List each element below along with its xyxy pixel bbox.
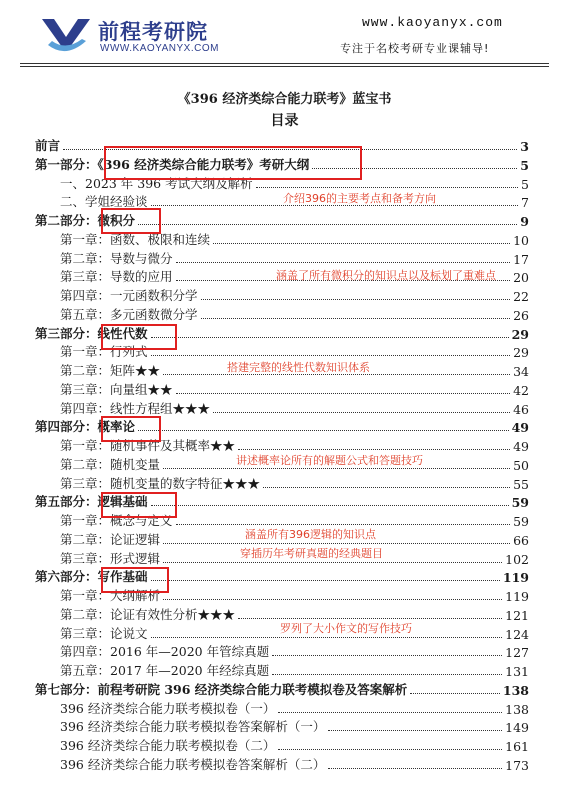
toc-page-number: 121 xyxy=(505,607,529,623)
toc-entry-title: 第一章：函数、极限和连续 xyxy=(60,231,211,247)
toc-leader-dots xyxy=(201,318,511,319)
annotation-note: 搭建完整的线性代数知识体系 xyxy=(227,361,370,374)
toc-leader-dots xyxy=(278,749,502,750)
toc-chapter-row[interactable] xyxy=(60,286,529,304)
highlight-box xyxy=(101,324,177,350)
toc-chapter-row[interactable] xyxy=(60,642,529,660)
highlight-box xyxy=(101,416,161,442)
toc-entry-title: 第四章：一元函数积分学 xyxy=(60,288,198,303)
toc-leader-dots xyxy=(151,355,511,356)
toc-page-number: 3 xyxy=(520,139,529,154)
toc-page-number: 149 xyxy=(505,720,529,736)
toc-entry-title: 第一章：大纲解析 xyxy=(60,588,161,603)
annotation-note: 涵盖了所有微积分的知识点以及标划了重难点 xyxy=(276,269,496,282)
toc-chapter-row[interactable] xyxy=(60,755,529,773)
toc-entry-title: 第二章：矩阵★★ xyxy=(60,363,161,378)
toc-page-number: 49 xyxy=(511,420,529,436)
toc-page-number: 59 xyxy=(513,514,529,529)
toc-leader-dots xyxy=(138,224,517,225)
toc-leader-dots xyxy=(151,580,500,581)
toc-page-number: 5 xyxy=(521,176,529,192)
toc-leader-dots xyxy=(238,449,510,450)
toc-page-number: 138 xyxy=(502,682,529,698)
toc-entry-title: 第一章：行列式 xyxy=(60,344,148,360)
toc-entry-title: 第一章：概念与定义 xyxy=(60,513,173,528)
toc-entry-title: 第五章：多元函数微分学 xyxy=(60,306,198,322)
toc-entry-title: 第三章：导数的应用 xyxy=(60,269,173,285)
toc-entry-title: 第四章：2016 年—2020 年管综真题 xyxy=(60,644,270,660)
toc-leader-dots xyxy=(176,393,511,394)
toc-page-number: 59 xyxy=(511,495,529,511)
toc-leader-dots xyxy=(278,712,502,713)
toc-leader-dots xyxy=(328,768,502,769)
toc-entry-title: 第五部分：逻辑基础 xyxy=(35,494,148,510)
toc-leader-dots xyxy=(151,637,503,638)
toc-page-number: 10 xyxy=(513,232,529,248)
page-header xyxy=(0,0,569,66)
toc-page-number: 119 xyxy=(502,570,529,586)
annotation-note: 罗列了大小作文的写作技巧 xyxy=(280,622,412,635)
toc-leader-dots xyxy=(238,618,502,619)
toc-page-number: 17 xyxy=(513,251,529,267)
toc-leader-dots xyxy=(176,262,511,263)
toc-page-number: 22 xyxy=(513,289,529,304)
toc-leader-dots xyxy=(213,243,510,244)
toc-chapter-row[interactable] xyxy=(60,249,529,267)
toc-entry-title: 第二章：随机变量 xyxy=(60,456,161,472)
toc-page-number: 34 xyxy=(513,364,529,379)
toc-leader-dots xyxy=(263,487,510,488)
toc-chapter-row[interactable] xyxy=(60,305,529,323)
toc-page-number: 7 xyxy=(521,195,529,211)
toc-page-number: 9 xyxy=(520,214,529,229)
logo-text: 前程考研院 xyxy=(98,20,208,44)
toc-page-number: 29 xyxy=(513,345,529,361)
toc-leader-dots xyxy=(163,599,502,600)
toc-entry-title: 第二章：导数与微分 xyxy=(60,250,173,266)
toc-page-number: 29 xyxy=(511,326,529,342)
toc-leader-dots xyxy=(151,505,509,506)
toc-chapter-row[interactable] xyxy=(60,380,529,398)
header-divider xyxy=(20,66,549,67)
site-url[interactable]: www.kaoyanyx.com xyxy=(362,15,503,30)
toc-leader-dots xyxy=(272,655,502,656)
toc-entry-title: 396 经济类综合能力联考模拟卷答案解析（二） xyxy=(60,756,326,772)
toc-leader-dots xyxy=(163,543,510,544)
toc-leader-dots xyxy=(151,337,509,338)
toc-page-number: 161 xyxy=(505,739,529,754)
toc-leader-dots xyxy=(272,674,502,675)
toc-leader-dots xyxy=(256,187,518,188)
toc-entry-title: 第二章：论证有效性分析★★★ xyxy=(60,606,236,622)
toc-page-number: 119 xyxy=(505,589,529,604)
annotation-note: 介绍396的主要考点和备考方向 xyxy=(283,192,436,205)
slogan: 专注于名校考研专业课辅导! xyxy=(340,42,490,55)
toc-page-number: 20 xyxy=(513,270,529,286)
toc-leader-dots xyxy=(213,412,510,413)
toc-page-number: 138 xyxy=(505,701,529,717)
toc-entry-title: 第三部分：线性代数 xyxy=(35,325,148,341)
annotation-note: 讲述概率论所有的解题公式和答题技巧 xyxy=(236,454,423,467)
toc-page-number: 173 xyxy=(505,757,529,773)
highlight-box xyxy=(101,208,161,234)
toc-page-number: 66 xyxy=(513,532,529,548)
toc-chapter-row[interactable] xyxy=(60,736,529,754)
toc-chapter-row[interactable] xyxy=(60,699,529,717)
toc-entry-title: 第四部分：概率论 xyxy=(35,419,136,435)
toc-page-number: 102 xyxy=(505,551,529,567)
toc-page-number: 50 xyxy=(513,457,529,473)
toc-chapter-row[interactable] xyxy=(60,399,529,417)
toc-leader-dots xyxy=(328,730,502,731)
toc-chapter-row[interactable] xyxy=(60,717,529,735)
highlight-box xyxy=(104,146,362,180)
toc-page-number: 131 xyxy=(505,664,529,679)
toc-leader-dots xyxy=(201,299,511,300)
toc-entry-title: 前言 xyxy=(35,138,61,153)
header-divider xyxy=(20,63,549,64)
toc-entry-title: 第五章：2017 年—2020 年经综真题 xyxy=(60,663,270,678)
toc-part-row[interactable] xyxy=(35,680,529,698)
toc-leader-dots xyxy=(410,693,500,694)
toc-leader-dots xyxy=(176,524,511,525)
logo-icon xyxy=(40,15,92,57)
toc-entry-title: 二、学姐经验谈 xyxy=(60,194,148,210)
toc-entry-title: 第二章：论证逻辑 xyxy=(60,531,161,547)
toc-heading: 目录 xyxy=(270,113,299,129)
toc-entry-title: 第七部分：前程考研院 396 经济类综合能力联考模拟卷及答案解析 xyxy=(35,681,408,697)
toc-page-number: 42 xyxy=(513,382,529,398)
annotation-note: 穿插历年考研真题的经典题目 xyxy=(240,547,383,560)
toc-entry-title: 396 经济类综合能力联考模拟卷答案解析（一） xyxy=(60,719,326,735)
toc-entry-title: 第三章：向量组★★ xyxy=(60,381,173,397)
toc-entry-title: 第三章：随机变量的数字特征★★★ xyxy=(60,475,261,491)
toc-page-number: 46 xyxy=(513,401,529,417)
highlight-box xyxy=(101,492,177,518)
toc-entry-title: 396 经济类综合能力联考模拟卷（一） xyxy=(60,700,276,716)
highlight-box xyxy=(101,567,169,593)
toc-entry-title: 396 经济类综合能力联考模拟卷（二） xyxy=(60,738,276,753)
toc-page-number: 49 xyxy=(513,439,529,454)
toc-chapter-row[interactable] xyxy=(60,661,529,679)
toc-entry-title: 第六部分：写作基础 xyxy=(35,569,148,585)
toc-chapter-row[interactable] xyxy=(60,474,529,492)
toc-page-number: 26 xyxy=(513,307,529,323)
toc-leader-dots xyxy=(163,562,502,563)
toc-page-number: 5 xyxy=(520,157,529,173)
logo-url: WWW.KAOYANYX.COM xyxy=(100,43,219,54)
toc-entry-title: 第四章：线性方程组★★★ xyxy=(60,400,211,416)
toc-page-number: 55 xyxy=(513,476,529,492)
toc-entry-title: 第三章：论说文 xyxy=(60,625,148,641)
toc-page-number: 124 xyxy=(505,626,529,642)
toc-entry-title: 第二部分：微积分 xyxy=(35,213,136,228)
toc-entry-title: 第一部分：《396 经济类综合能力联考》考研大纲 xyxy=(35,156,310,172)
toc-entry-title: 第三章：形式逻辑 xyxy=(60,550,161,566)
document-title: 《396 经济类综合能力联考》蓝宝书 xyxy=(177,92,392,107)
annotation-note: 涵盖所有396逻辑的知识点 xyxy=(245,528,376,541)
toc-entry-title: 一、2023 年 396 考试大纲及解析 xyxy=(60,175,253,191)
toc-page-number: 127 xyxy=(505,645,529,661)
toc-entry-title: 第一章：随机事件及其概率★★ xyxy=(60,438,236,453)
toc-leader-dots xyxy=(138,430,509,431)
